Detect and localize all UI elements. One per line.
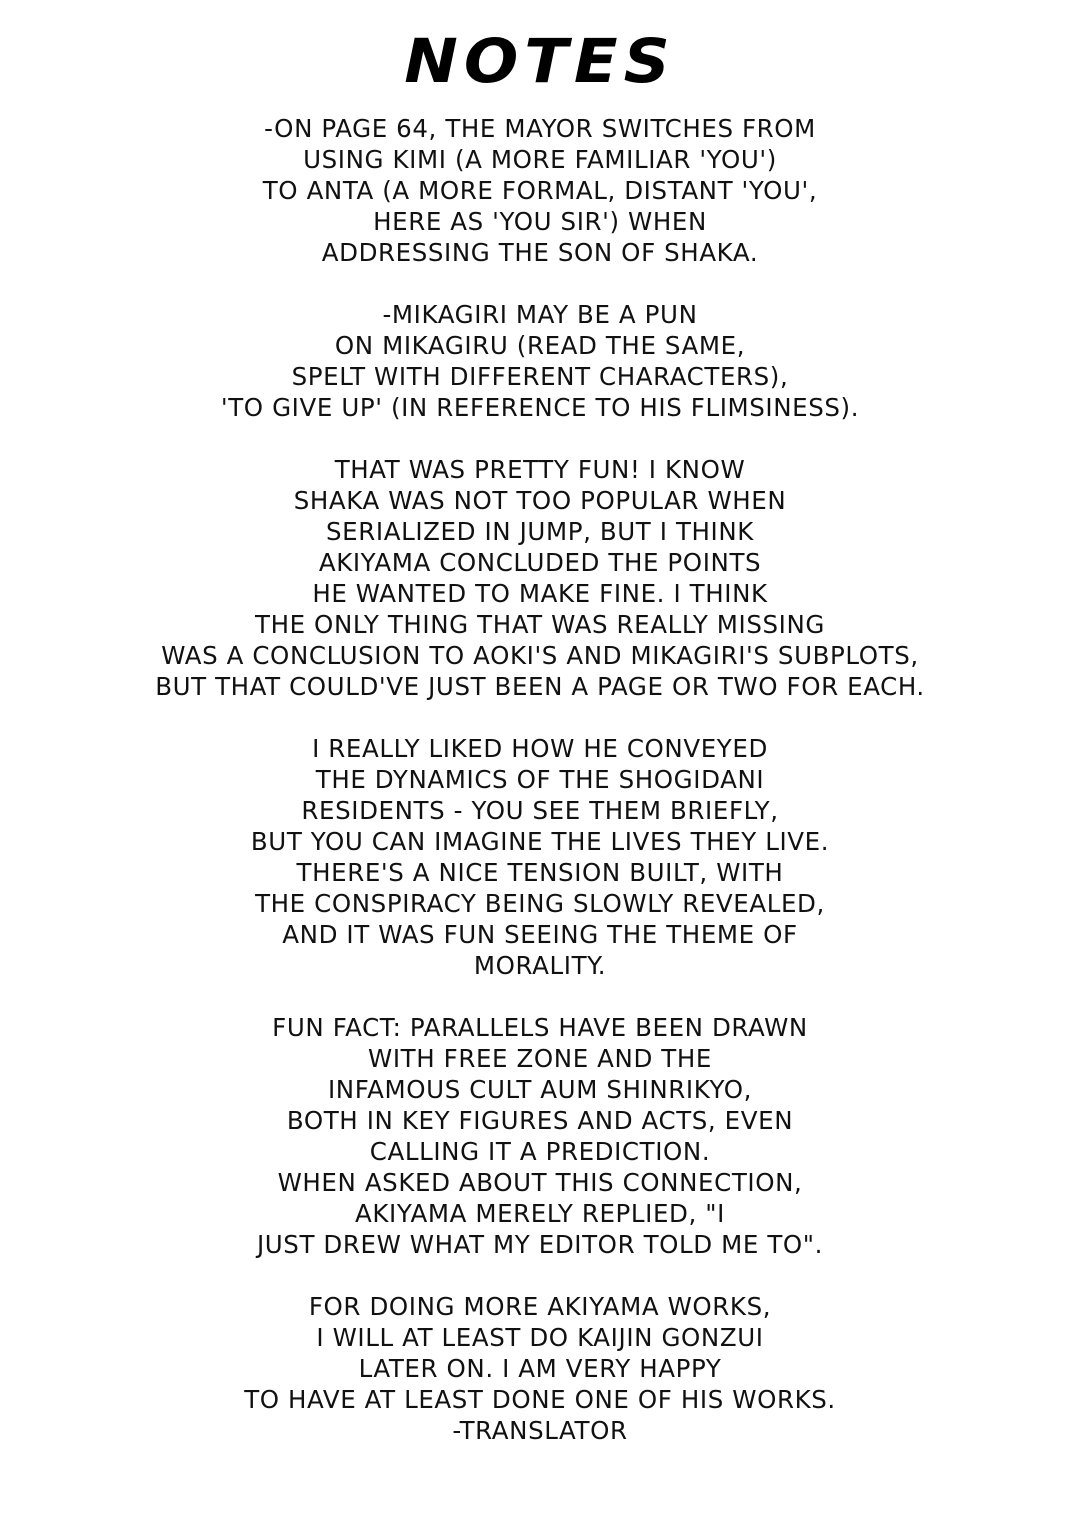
note-line: -ON PAGE 64, THE MAYOR SWITCHES FROM xyxy=(264,114,816,143)
note-line: WITH FREE ZONE AND THE xyxy=(368,1044,712,1073)
note-line: AKIYAMA CONCLUDED THE POINTS xyxy=(318,548,762,577)
notes-body xyxy=(0,113,1080,1477)
note-line: FOR DOING MORE AKIYAMA WORKS, xyxy=(308,1292,772,1321)
note-line: I WILL AT LEAST DO KAIJIN GONZUI xyxy=(316,1323,764,1352)
note-line: AKIYAMA MERELY REPLIED, "I xyxy=(354,1199,725,1228)
translator-signature: -TRANSLATOR xyxy=(452,1416,628,1445)
note-line: BUT YOU CAN IMAGINE THE LIVES THEY LIVE. xyxy=(250,827,830,856)
note-line: CALLING IT A PREDICTION. xyxy=(369,1137,711,1166)
note-line: TO HAVE AT LEAST DONE ONE OF HIS WORKS. xyxy=(244,1385,836,1414)
page-title: NOTES xyxy=(404,26,676,98)
note-line: WAS A CONCLUSION TO AOKI'S AND MIKAGIRI'S SUBPLOTS, xyxy=(161,641,919,670)
note-line: RESIDENTS - YOU SEE THEM BRIEFLY, xyxy=(301,796,779,825)
note-line: ON MIKAGIRU (READ THE SAME, xyxy=(334,331,746,360)
note-paragraph-mikagiri-pun xyxy=(0,299,1080,423)
note-line: WHEN ASKED ABOUT THIS CONNECTION, xyxy=(277,1168,803,1197)
note-line: SERIALIZED IN JUMP, BUT I THINK xyxy=(326,517,754,546)
note-line: AND IT WAS FUN SEEING THE THEME OF xyxy=(282,920,798,949)
note-line: HERE AS 'YOU SIR') WHEN xyxy=(373,207,707,236)
note-line: SHAKA WAS NOT TOO POPULAR WHEN xyxy=(293,486,787,515)
note-line: JUST DREW WHAT MY EDITOR TOLD ME TO". xyxy=(256,1230,824,1259)
note-line: THERE'S A NICE TENSION BUILT, WITH xyxy=(296,858,784,887)
note-line: MORALITY. xyxy=(473,951,607,980)
note-line: 'TO GIVE UP' (IN REFERENCE TO HIS FLIMSINESS). xyxy=(220,393,860,422)
note-line: SPELT WITH DIFFERENT CHARACTERS), xyxy=(291,362,789,391)
note-line: INFAMOUS CULT AUM SHINRIKYO, xyxy=(327,1075,752,1104)
note-paragraph-translator-signoff xyxy=(0,1291,1080,1446)
note-paragraph-fun-fact xyxy=(0,1012,1080,1260)
note-line: USING KIMI (A MORE FAMILIAR 'YOU') xyxy=(303,145,777,174)
note-line: TO ANTA (A MORE FORMAL, DISTANT 'YOU', xyxy=(262,176,818,205)
note-line: BUT THAT COULD'VE JUST BEEN A PAGE OR TWO FOR EACH. xyxy=(155,672,925,701)
note-line: FUN FACT: PARALLELS HAVE BEEN DRAWN xyxy=(272,1013,808,1042)
note-line: I REALLY LIKED HOW HE CONVEYED xyxy=(312,734,768,763)
note-line: THE CONSPIRACY BEING SLOWLY REVEALED, xyxy=(255,889,825,918)
note-line: ADDRESSING THE SON OF SHAKA. xyxy=(321,238,759,267)
note-line: THE DYNAMICS OF THE SHOGIDANI xyxy=(315,765,765,794)
note-line: BOTH IN KEY FIGURES AND ACTS, EVEN xyxy=(286,1106,794,1135)
note-line: HE WANTED TO MAKE FINE. I THINK xyxy=(312,579,768,608)
note-line: THE ONLY THING THAT WAS REALLY MISSING xyxy=(255,610,825,639)
note-paragraph-dynamics xyxy=(0,733,1080,981)
note-line: THAT WAS PRETTY FUN! I KNOW xyxy=(334,455,746,484)
note-paragraph-impressions xyxy=(0,454,1080,702)
note-line: LATER ON. I AM VERY HAPPY xyxy=(358,1354,722,1383)
note-line: -MIKAGIRI MAY BE A PUN xyxy=(382,300,698,329)
note-paragraph-mayor-pronoun xyxy=(0,113,1080,268)
